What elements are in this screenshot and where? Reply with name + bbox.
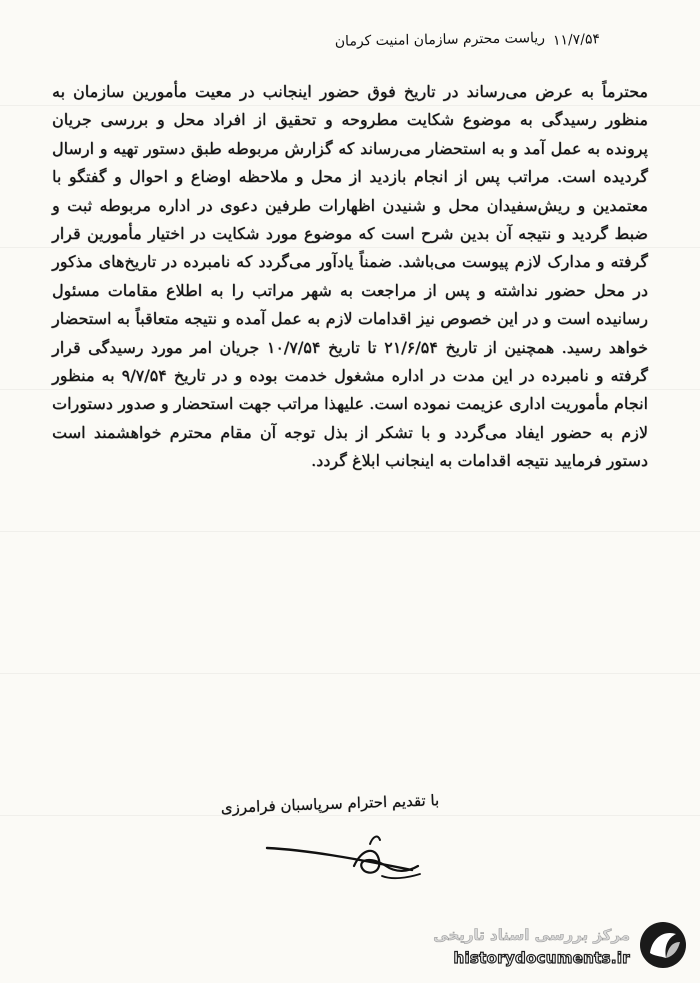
watermark-url: historydocuments.ir bbox=[453, 949, 630, 967]
watermark bbox=[420, 916, 690, 976]
letter-closing: با تقدیم احترام سرپاسبان فرامرزی bbox=[220, 791, 440, 817]
paper-line bbox=[0, 673, 700, 674]
paper-line bbox=[0, 531, 700, 532]
letter-header bbox=[0, 30, 700, 60]
letter-body bbox=[52, 78, 648, 476]
archive-logo-icon bbox=[638, 920, 688, 970]
signature bbox=[262, 826, 427, 886]
letter-recipient: ریاست محترم سازمان امنیت کرمان bbox=[334, 30, 546, 50]
letter-body-text: محترماً به عرض می‌رساند در تاریخ فوق حضور اینجانب در معیت مأمورین سازمان به منظور رسیدگی به موضوع شکایت مطروحه و تحقیق از افراد محل و بررسی جریان پرونده به عمل آمد و به استحضار می‌رساند که گزارش مربوطه طبق دستور تهیه و ارسال گردیده است. مراتب پس از انجام بازدید از محل و ملاحظه اوضاع و احوال و گفتگو با معتمدین و ریش‌سفیدان محل و شنیدن اظهارات طرفین دعوی در اداره مربوطه ثبت و ضبط گردید و نتیجه آن بدین شرح است که موضوع مورد شکایت در اختیار مأمورین قرار گرفته و مدارک لازم پیوست می‌باشد. ضمناً یادآور می‌گردد که نامبرده در تاریخ‌های مذکور در محل حضور نداشته و پس از مراجعت به شهر مراتب را به اطلاع مقامات مسئول رسانیده است و در این خصوص نیز اقدامات لازم به عمل آمده و نتیجه متعاقباً به استحضار خواهد رسید. همچنین از تاریخ ۲۱/۶/۵۴ تا تاریخ ۱۰/۷/۵۴ جریان امر مورد رسیدگی قرار گرفته و نامبرده در این مدت در اداره مشغول خدمت بوده و در تاریخ ۹/۷/۵۴ به منظور انجام مأموریت اداری عزیمت نموده است. علیهذا مراتب جهت استحضار و صدور دستورات لازم به حضور ایفاد می‌گردد و با تشکر از بذل توجه آن مقام محترم خواهشمند است دستور فرمایید نتیجه اقدامات به اینجانب ابلاغ گردد. bbox=[52, 82, 649, 471]
letter-date: ۱۱/۷/۵۴ bbox=[552, 31, 601, 49]
paper-line bbox=[0, 815, 700, 816]
watermark-site-name: مرکز بررسی اسناد تاریخی bbox=[433, 926, 630, 944]
